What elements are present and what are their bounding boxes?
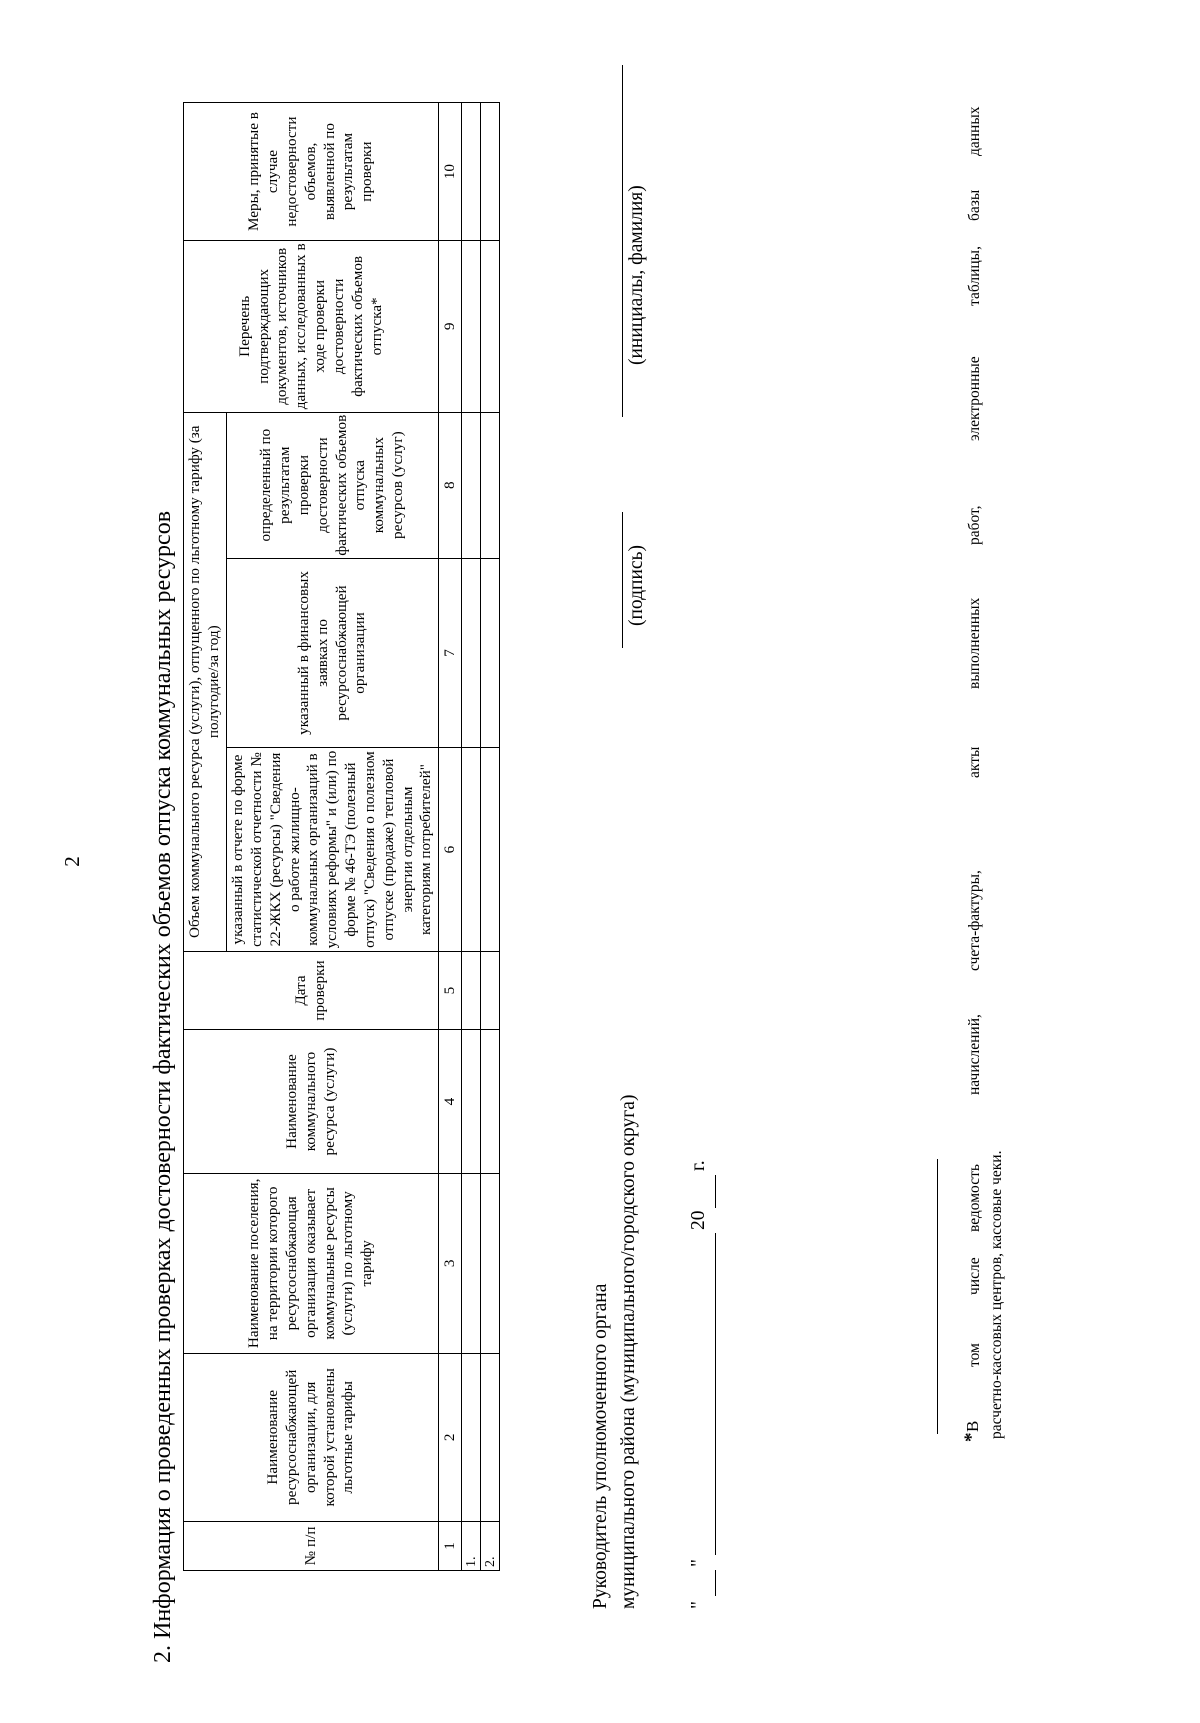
- column-number: 6: [439, 748, 462, 952]
- column-number: 10: [439, 103, 462, 241]
- footnote-word: выполненных: [966, 597, 983, 689]
- column-number: 9: [439, 241, 462, 412]
- footnote-word: таблицы,: [966, 246, 983, 306]
- footnote-word: том: [966, 1343, 983, 1367]
- table-row: [462, 103, 481, 1571]
- column-number: 2: [439, 1353, 462, 1521]
- footnote-word: В: [963, 1420, 982, 1432]
- footnote-word: акты: [966, 746, 983, 778]
- footnote-word: электронные: [966, 356, 983, 441]
- header-col-2: Наименование ресурсоснабжающей организации, для которой установлены льготные тарифы: [184, 1353, 439, 1521]
- column-number: 3: [439, 1173, 462, 1353]
- header-col-4: Наименование коммунального ресурса (услуги): [184, 1030, 439, 1174]
- column-number: 1: [439, 1521, 462, 1570]
- table-row: [481, 103, 500, 1571]
- row-number: 2.: [481, 1521, 500, 1570]
- column-number: 5: [439, 951, 462, 1029]
- footnote-word: данных: [966, 106, 983, 156]
- section-title: 2. Информация о проведенных проверках достоверности фактических объемов отпуска коммунальных ресурсов: [150, 510, 176, 1663]
- name-label: (инициалы, фамилия): [626, 185, 647, 365]
- header-col-8: определенный по результатам проверки достоверности фактических объемов отпуска коммунальных ресурсов (услуг): [227, 412, 439, 558]
- signature-label: (подпись): [626, 545, 647, 626]
- signer-role-line1: Руководитель уполномоченного органа: [590, 1283, 611, 1609]
- footnote-word: числе: [966, 1257, 983, 1295]
- header-col-7: указанный в финансовых заявках по ресурсоснабжающей организации: [227, 558, 439, 747]
- footnote-word: начислений,: [966, 1014, 983, 1095]
- name-line: [622, 65, 623, 417]
- signer-role-line2: муниципального района (муниципального/городского округа): [618, 1094, 639, 1609]
- footnote-word: ведомость: [966, 1164, 983, 1232]
- footnote-word: работ,: [966, 505, 983, 545]
- footnote-word: базы: [966, 189, 983, 221]
- footnote-mark: *: [961, 1432, 982, 1442]
- row-number: 1.: [462, 1521, 481, 1570]
- date-day-line: [715, 1570, 716, 1596]
- header-col-1: № п/п: [184, 1521, 439, 1570]
- column-number: 8: [439, 412, 462, 558]
- footnote-separator: [937, 1159, 938, 1434]
- date-quote-open: ": [688, 1601, 709, 1609]
- header-volume-group: Объем коммунального ресурса (услуги), отпущенного по льготному тарифу (за полугодие/за год): [184, 412, 227, 951]
- date-quote-close: ": [688, 1559, 709, 1567]
- footnote-line-2: расчетно-кассовых центров, кассовые чеки.: [988, 1150, 1005, 1439]
- date-year-line: [715, 1175, 716, 1208]
- date-suffix: г.: [688, 1160, 709, 1171]
- signature-line: [622, 512, 623, 648]
- footnote-word: счета-фактуры,: [966, 870, 983, 971]
- column-number: 7: [439, 558, 462, 747]
- date-year-prefix: 20: [688, 1210, 709, 1230]
- verification-table: [183, 102, 500, 1571]
- header-col-6: указанный в отчете по форме статистической отчетности № 22-ЖКХ (ресурсы) "Сведения о работе жилищно-коммунальных организаций в условиях реформы" и (или) по форме № 46-ТЭ (полезный отпуск) "Сведения о полезном отпуске (продаже) тепловой энергии отдельным категориям потребителей": [227, 748, 439, 952]
- header-col-5: Дата проверки: [184, 951, 439, 1029]
- header-col-10: Меры, принятые в случае недостоверности объемов, выявленной по результатам проверки: [184, 103, 439, 241]
- header-col-9: Перечень подтверждающих документов, источников данных, исследованных в ходе проверки достоверности фактических объемов отпуска*: [184, 241, 439, 412]
- page-number: 2: [60, 856, 84, 867]
- column-number: 4: [439, 1030, 462, 1174]
- date-month-line: [715, 1233, 716, 1555]
- header-col-3: Наименование поселения, на территории которого ресурсоснабжающая организация оказывает коммунальные ресурсы (услуги) по льготному тарифу: [184, 1173, 439, 1353]
